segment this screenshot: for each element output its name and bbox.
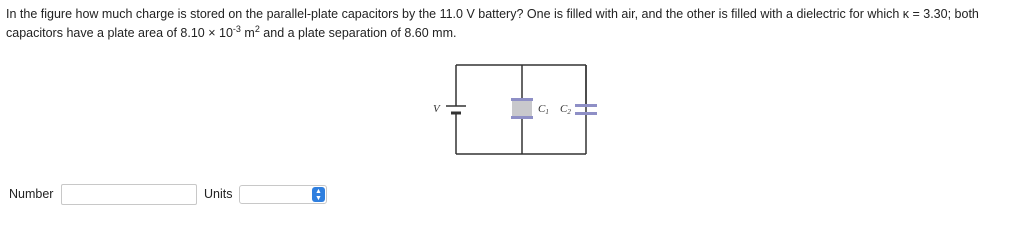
question-part2: and a plate separation of 8.60 mm. — [259, 26, 457, 40]
c1-label: C1 — [538, 103, 549, 116]
number-label: Number — [9, 187, 54, 201]
capacitor-c1 — [511, 98, 533, 119]
battery-label: V — [433, 103, 440, 115]
dielectric-slab — [512, 101, 532, 116]
unit-exponent: 2 — [254, 24, 260, 34]
battery-symbol — [446, 106, 466, 113]
area-unit: m — [240, 26, 255, 40]
question-text — [6, 5, 1018, 43]
number-input[interactable] — [61, 184, 197, 205]
area-exponent: -3 — [232, 24, 241, 34]
circuit-figure — [420, 60, 610, 160]
units-label: Units — [204, 187, 233, 201]
units-select[interactable] — [239, 185, 327, 204]
question-part1: In the figure how much charge is stored on the parallel-plate capacitors by the 11.0 V battery? One is filled with air, and the other is filled with a dielectric for which κ = 3.30; both capacitors have a plate area of 8.10 × 10 — [6, 7, 979, 40]
c2-label: C2 — [560, 103, 571, 116]
select-arrows-icon[interactable]: ▲ ▼ — [312, 187, 325, 202]
